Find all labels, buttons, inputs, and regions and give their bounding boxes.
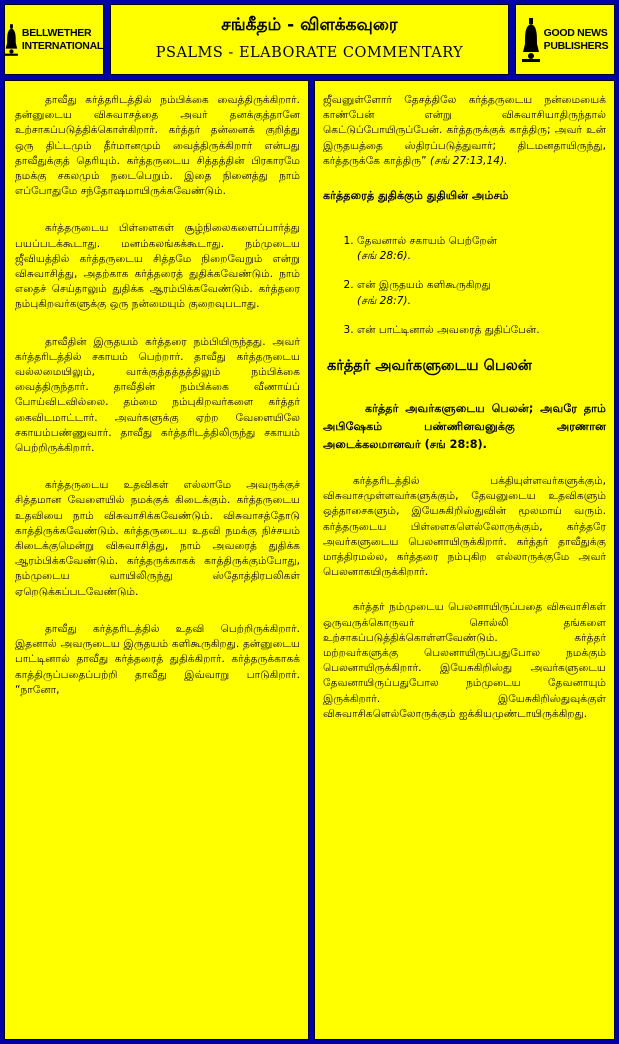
list-item-text: என் பாட்டினால் அவரைத் துதிப்பேன். — [357, 323, 540, 336]
logo-left-line1: BELLWETHER — [21, 26, 92, 39]
paragraph: தாவீதின் இருதயம் கர்த்தரை நம்பியிருந்தது. அவர் கர்த்தரிடத்தில் சகாயம் பெற்றார். தாவீது கர்த்தருடைய வல்லமையிலும், வாக்குத்தத்தத்திலும் நம்பிக்கை வைத்திருந்தார். தாவீதின் நம்பிக்கை வீணாய்ப் போய்விடவில்லை. தம்மை நம்புகிறவர்களை கர்த்தர் கைவிடமாட்டார். அவர்களுக்கு ஏற்ற வேளையிலே சகாயம்பண்ணுவார். தாவீது கர்த்தரிடத்திலிருந்து சகாயம் பெற்றிருக்கிறார். — [15, 335, 300, 455]
paragraph: தாவீது கர்த்தரிடத்தில் நம்பிக்கை வைத்திருக்கிறார். தன்னுடைய விசுவாசத்தை அவர் தனக்குத்தானே உற்சாகப்படுத்திக்கொள்கிறார். கர்த்தர் தன்னைக் குறித்து ஒரு திட்டமும் தீர்மானமும் வைத்திருக்கிறார் என்பது தாவீதுக்குத் தெரியும். கர்த்தருடைய சித்தத்தின் பிரகாரமே நமக்கு சகலமும் நடைபெறும். இதை நினைத்து நாம் எப்போதுமே சந்தோஷமாயிருக்கவேண்டும். — [15, 94, 300, 198]
bell-icon — [522, 18, 540, 62]
list-item-text: தேவனால் சகாயம் பெற்றேன் — [357, 235, 498, 248]
logo-right-line1: GOOD NEWS — [543, 26, 608, 39]
paragraph: கர்த்தருடைய உதவிகள் எல்லாமே அவருக்குச் சித்தமான வேளையில் நமக்குக் கிடைக்கும். கர்த்தருடைய உதவியை நாம் விசுவாசிக்கவேண்டும். விசுவாசத்தோடு காத்திருக்கவேண்டும். கர்த்தருடைய உதவி நமக்கு நிச்சயம் கிடைக்குமென்று விசுவாசித்து, நாம் அவரைத் துதிக்க ஆரம்பிக்கவேண்டும். கர்த்தருக்காகக் காத்திருக்கும்போது, நம்முடைய வாயிலிருந்து ஸ்தோத்திரபலிகள் ஏறெடுக்கப்படவேண்டும். — [15, 479, 300, 598]
bellwether-logo-text — [22, 27, 103, 53]
list-item — [357, 278, 606, 308]
quote-paragraph — [323, 93, 606, 169]
logo-left-line2: INTERNATIONAL — [21, 39, 103, 52]
praise-list — [323, 234, 606, 338]
good-news-logo — [515, 4, 615, 75]
good-news-logo-text — [544, 27, 609, 53]
title-english: PSALMS - ELABORATE COMMENTARY — [155, 45, 464, 61]
list-item-reference: (சங் 28:6). — [357, 250, 411, 263]
big-heading: கர்த்தர் அவர்களுடைய பெலன் — [327, 358, 532, 375]
title-tamil: சங்கீதம் - விளக்கவுரை — [221, 15, 398, 35]
left-column — [4, 80, 309, 1040]
paragraph: கர்த்தரிடத்தில் பக்தியுள்ளவர்களுக்கும், விசுவாசமுள்ளவர்களுக்கும், தேவனுடைய உதவிகளும் ஒத்தாசைகளும், இயேசுகிறிஸ்துவின் மூலமாய் வரும். கர்த்தருடைய பிள்ளைகளெல்லோருக்கும், கர்த்தரே அவர்களுடைய பெலனாயிருக்கிறார். கர்த்தர் தாவீதுக்கு மாத்திரமல்ல, கர்த்தரை நம்புகிற எல்லாருக்குமே அவர் பெலனாகயிருக்கிறார். — [323, 475, 606, 579]
list-item — [357, 234, 606, 264]
paragraph: கர்த்தர் நம்முடைய பெலனாயிருப்பதை விசுவாசிகள் ஒருவருக்கொருவர் சொல்லி தங்களை உற்சாகப்படுத்திக்கொள்ளவேண்டும். கர்த்தர் மற்றவர்களுக்கு பெலனாயிருப்பதுபோல நமக்கும் பெலனாயிருக்கிறார். இயேசுகிறிஸ்து அவர்களுடைய தேவனாயிருப்பதுபோல நம்முடைய தேவனாயும் இருக்கிறார். இயேசுகிறிஸ்துவுக்குள் விசுவாசிகளெல்லோருக்கும் ஐக்கியமுண்டாயிருக்கிறது. — [323, 601, 606, 720]
sub-heading: கர்த்தர் அவர்களுடைய பெலன்; அவரே தாம் அபிஷேகம் பண்ணினவனுக்கு அரணான அடைக்கலமானவர் (சங் 28:8). — [323, 402, 606, 452]
logo-right-line2: PUBLISHERS — [543, 39, 609, 52]
quote-reference: (சங் 27:13,14). — [429, 154, 508, 167]
section-heading: கர்த்தரைத் துதிக்கும் துதியின் அம்சம் — [323, 189, 509, 203]
list-item — [357, 323, 606, 338]
right-column — [314, 80, 615, 1040]
list-item-text: என் இருதயம் களிகூருகிறது — [357, 279, 491, 292]
paragraph: கர்த்தருடைய பிள்ளைகள் சூழ்நிலைகளைப்பார்த்து பயப்படக்கூடாது. மனம்கலங்கக்கூடாது. நம்முடைய ஜீவியத்தில் கர்த்தருடைய சித்தமே நிறைவேறும் என்று விசுவாசித்து, அதற்காக கர்த்தரைத் துதிக்கவேண்டும். நாம் எதைச் செய்தாலும் துதிக்க ஆரம்பிக்கவேண்டும். கர்த்தரை நம்புகிறவர்களுக்கு ஒரு நன்மையும் குறைவுபடாது. — [15, 222, 300, 311]
paragraph: தாவீது கர்த்தரிடத்தில் உதவி பெற்றிருக்கிறார். இதனால் அவருடைய இருதயம் களிகூருகிறது. தன்னுடைய பாட்டினால் தாவீது கர்த்தரைத் துதிக்கிறார். கர்த்தருக்காகக் காத்திருப்பதைப்பற்றி தாவீது இவ்வாறு பாடுகிறார். “நானோ, — [15, 622, 300, 696]
title-box — [110, 4, 509, 75]
bellwether-logo — [4, 4, 104, 75]
list-item-reference: (சங் 28:7). — [357, 294, 411, 307]
bell-icon — [5, 18, 18, 62]
quote-text: ஜீவனுள்ளோர் தேசத்திலே கர்த்தருடைய நன்மையைக் காண்பேன் என்று விசுவாசியாதிருந்தால் கெட்டுப்போயிருப்பேன். கர்த்தருக்குக் காத்திரு; அவர் உன் இருதயத்தை ஸ்திரப்படுத்துவார்; திடமனதாயிருந்து, கர்த்தருக்கே காத்திரு” — [323, 94, 606, 167]
